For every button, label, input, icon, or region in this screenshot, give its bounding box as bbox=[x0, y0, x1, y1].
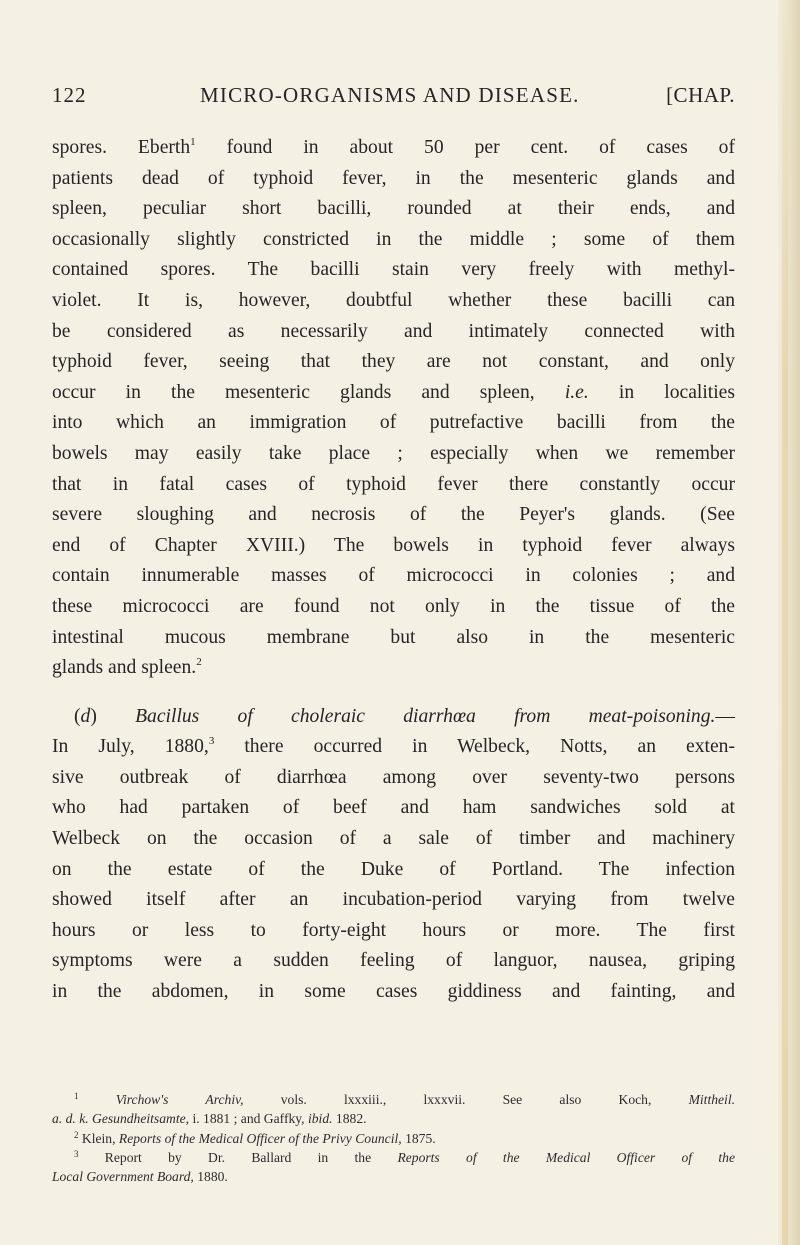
text-line: into which an immigration of putrefactive bacilli from the bbox=[52, 412, 735, 434]
text-line: on the estate of the Duke of Portland. The infection bbox=[52, 858, 735, 880]
footnote-2: $^2$ Klein, Reports of the Medical Officer of the Privy Council, 1875. bbox=[74, 1129, 436, 1146]
text-line: be considered as necessarily and intimately connected with bbox=[52, 320, 735, 342]
section-heading: (d) Bacillus of choleraic diarrhœa from meat-poisoning.— bbox=[74, 705, 735, 727]
text-line: that in fatal cases of typhoid fever there constantly occur bbox=[52, 473, 735, 495]
text-line: end of Chapter XVIII.) The bowels in typhoid fever always bbox=[52, 534, 735, 556]
text-line: in the abdomen, in some cases giddiness and fainting, and bbox=[52, 981, 735, 1003]
text-line: spleen, peculiar short bacilli, rounded at their ends, and bbox=[52, 198, 735, 220]
footnote-1-cont: a. d. k. Gesundheitsamte, i. 1881 ; and Gaffky, ibid. 1882. bbox=[52, 1111, 367, 1127]
text-line: In July, 1880,$^3$ there occurred in Welbeck, Notts, an exten- bbox=[52, 735, 736, 758]
footnotes bbox=[52, 1090, 735, 1186]
footnote-1: $^1$ Virchow's Archiv, vols. lxxxiii., lxxxvii. See also Koch, Mittheil. bbox=[74, 1091, 735, 1107]
text-line: Welbeck on the occasion of a sale of timber and machinery bbox=[52, 828, 735, 850]
text-line: symptoms were a sudden feeling of languor, nausea, griping bbox=[52, 950, 735, 972]
text-line: contain innumerable masses of micrococci in colonies ; and bbox=[52, 565, 735, 587]
text-line: patients dead of typhoid fever, in the mesenteric glands and bbox=[52, 167, 735, 189]
footnote-ref: 3 bbox=[208, 735, 215, 748]
text-line: hours or less to forty-eight hours or more. The first bbox=[52, 919, 735, 941]
text-line: who had partaken of beef and ham sandwiches sold at bbox=[52, 797, 735, 819]
page-edge bbox=[778, 0, 800, 1245]
footnote-ref: 2 bbox=[196, 656, 202, 669]
page-number: 122 bbox=[52, 83, 87, 107]
body-text bbox=[52, 133, 735, 1008]
chapter-label: [CHAP. bbox=[666, 83, 735, 107]
footnote-3-cont: Local Government Board, 1880. bbox=[52, 1169, 228, 1185]
text-line: sive outbreak of diarrhœa among over seventy-two persons bbox=[52, 766, 735, 788]
text-line: these micrococci are found not only in the tissue of the bbox=[52, 595, 735, 617]
text-line: contained spores. The bacilli stain very freely with methyl- bbox=[52, 259, 735, 281]
text-line: spores. Eberth$^1$ found in about 50 per cent. of cases of bbox=[52, 136, 736, 158]
running-head bbox=[52, 83, 735, 113]
text-line: bowels may easily take place ; especially when we remember bbox=[52, 442, 735, 464]
text-line: severe sloughing and necrosis of the Peyer's glands. (See bbox=[52, 504, 735, 526]
text-line: occasionally slightly constricted in the middle ; some of them bbox=[52, 228, 735, 250]
text-line: intestinal mucous membrane but also in the mesenteric bbox=[52, 626, 735, 648]
footnote-3: $^3$ Report by Dr. Ballard in the Reports of the Medical Officer of the bbox=[74, 1148, 735, 1165]
running-title: MICRO-ORGANISMS AND DISEASE. bbox=[200, 83, 580, 107]
footnote-ref: 1 bbox=[190, 136, 196, 148]
text-line: typhoid fever, seeing that they are not constant, and only bbox=[52, 351, 735, 373]
text-line: glands and spleen.$^2$ bbox=[52, 656, 202, 679]
text-line: occur in the mesenteric glands and spleen, i.e. in localities bbox=[52, 381, 735, 403]
text-line: violet. It is, however, doubtful whether these bacilli can bbox=[52, 289, 735, 311]
text-line: showed itself after an incubation-period varying from twelve bbox=[52, 889, 735, 911]
